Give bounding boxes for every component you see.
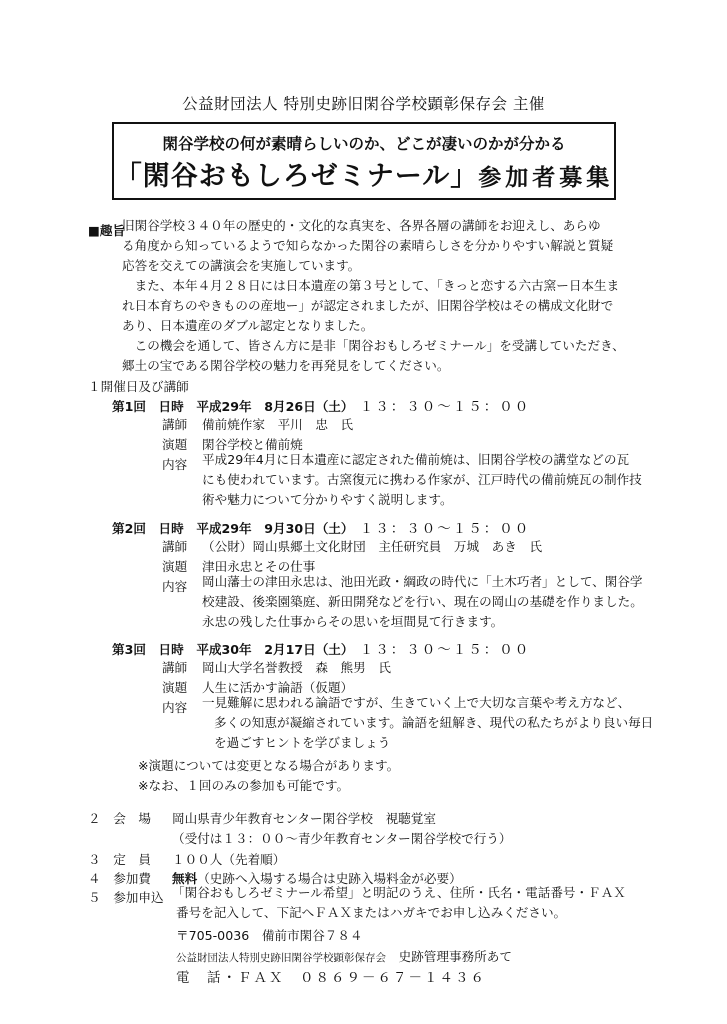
tel-fax: 電 話・ＦＡＸ ０８６９－６７－１４３６ [176, 970, 486, 986]
session-2-content [202, 572, 727, 632]
session-2-topic-label: 演題 [162, 559, 188, 574]
session-1-date: 第1回 日時 平成29年 8月26日（土） [112, 399, 348, 414]
purpose-line: また、本年４月２８日には日本遺産の第３号として、「きっと恋する六古窯ー日本生ま [122, 278, 620, 293]
purpose-line: る角度から知っているようで知らなかった閑谷の素晴らしさを分かりやすい解説と質疑 [122, 238, 614, 253]
capacity: １００人（先着順） [172, 852, 286, 867]
recipient [176, 946, 512, 965]
recipient-office: 史跡管理事務所あて [398, 949, 512, 964]
session-1-topic-label: 演題 [162, 437, 188, 452]
session-3-lecturer: 岡山大学名誉教授 森 熊男 氏 [202, 660, 391, 675]
session-3-content-line: を過ごすヒントを学びましょう [214, 735, 391, 750]
main-title-suffix: 参加者募集 [478, 165, 614, 191]
apply-line: 番号を記入して、下記へＦＡＸまたはハガキでお申し込みください。 [176, 905, 567, 920]
purpose-line: れ日本育ちのやきものの産地ー」が認定されましたが、旧閑谷学校はその構成文化財で [122, 298, 614, 313]
purpose-line: この機会を通して、皆さん方に是非「閑谷おもしろゼミナール」を受講していただき、 [122, 338, 625, 353]
session-2-content-line: 永忠の残した仕事からその思いを垣間見て行きます。 [202, 614, 504, 629]
venue-label: ２ 会 場 [88, 811, 151, 826]
session-2-content-label: 内容 [162, 579, 188, 594]
session-3-head [112, 638, 530, 658]
session-3-content-line: 多くの知恵が凝縮されています。論語を紐解き、現代の私たちがより良い毎日 [214, 715, 654, 730]
session-2-lecturer-label: 講師 [162, 539, 188, 554]
section-1-title: １開催日及び講師 [88, 379, 189, 394]
session-3-topic: 人生に活かす論語（仮題） [202, 680, 354, 695]
session-1-lecturer-label: 講師 [162, 417, 188, 432]
session-2-time: １３：３０～１５：００ [359, 521, 531, 537]
main-title-text: 「閑谷おもしろゼミナール」 [114, 161, 479, 192]
apply-line: 「閑谷おもしろゼミナール希望」と明記のうえ、住所・氏名・電話番号・ＦＡＸ [172, 885, 626, 900]
session-1-content [202, 450, 727, 510]
session-3-lecturer-label: 講師 [162, 660, 188, 675]
session-2-head [112, 517, 530, 537]
venue-note: （受付は１３：００～青少年教育センター閑谷学校で行う） [172, 831, 512, 846]
session-3-content [202, 693, 727, 753]
session-3-date: 第3回 日時 平成30年 2月17日（土） [112, 642, 348, 657]
purpose-line: あり、日本遺産のダブル認定となりました。 [122, 318, 374, 333]
purpose-line: 応答を交えての講演会を実施しています。 [122, 258, 361, 273]
venue: 岡山県青少年教育センター閑谷学校 視聴覚室 [172, 811, 436, 826]
session-2-date: 第2回 日時 平成29年 9月30日（土） [112, 521, 348, 536]
purpose-label: ■趣旨 [88, 223, 126, 238]
session-2-lecturer: （公財）岡山県郷土文化財団 主任研究員 万城 あき 氏 [202, 539, 543, 554]
session-1-topic: 閑谷学校と備前焼 [202, 437, 303, 452]
apply-label: ５ 参加申込 [88, 890, 164, 905]
session-2-content-line: 岡山藩士の津田永忠は、池田光政・綱政の時代に「土木巧者」として、閑谷学 [202, 574, 643, 589]
session-3-content-line: 一見難解に思われる論語ですが、生きていく上で大切な言葉や考え方など、 [202, 695, 631, 710]
title-box [112, 122, 616, 200]
apply-text [172, 883, 672, 923]
purpose-line: 郷土の宝である閑谷学校の魅力を再発見をしてください。 [122, 358, 450, 373]
session-1-content-label: 内容 [162, 457, 188, 472]
note-topic-change: ※演題については変更となる場合があります。 [138, 758, 400, 773]
main-title [114, 154, 614, 193]
fee-note: （史跡へ入場する場合は史跡入場料金が必要） [197, 871, 462, 886]
session-3-content-label: 内容 [162, 700, 188, 715]
session-1-head [112, 395, 530, 415]
session-1-time: １３：３０～１５：００ [359, 399, 531, 415]
session-1-content-line: 術や魅力について分かりやすく説明します。 [202, 492, 453, 507]
fee-label: ４ 参加費 [88, 871, 151, 886]
capacity-label: ３ 定 員 [88, 852, 151, 867]
note-single-session: ※なお、１回のみの参加も可能です。 [138, 778, 350, 793]
session-1-content-line: にも使われています。古窯復元に携わる作家が、江戸時代の備前焼瓦の制作技 [202, 472, 642, 487]
session-1-lecturer: 備前焼作家 平川 忠 氏 [202, 417, 354, 432]
session-2-topic: 津田永忠とその仕事 [202, 559, 316, 574]
purpose-line: 旧閑谷学校３４０年の歴史的・文化的な真実を、各界各層の講師をお迎えし、あらゆ [122, 218, 601, 233]
session-3-topic-label: 演題 [162, 680, 188, 695]
subtitle: 閑谷学校の何が素晴らしいのか、どこが凄いのかが分かる [162, 135, 566, 153]
session-3-time: １３：３０～１５：００ [359, 642, 531, 658]
fee-free: 無料 [172, 871, 198, 886]
session-1-content-line: 平成29年4月に日本遺産に認定された備前焼は、旧閑谷学校の講堂などの瓦 [202, 452, 630, 467]
postal-address: 〒705-0036 備前市閑谷７８４ [176, 928, 363, 943]
organizer-line: 公益財団法人 特別史跡旧閑谷学校顕彰保存会 主催 [182, 95, 545, 113]
purpose-paragraph [122, 216, 652, 376]
session-2-content-line: 校建設、後楽園築庭、新田開発などを行い、現在の岡山の基礎を作りました。 [202, 594, 643, 609]
recipient-org: 公益財団法人特別史跡旧閑谷学校顕彰保存会 [176, 952, 386, 964]
